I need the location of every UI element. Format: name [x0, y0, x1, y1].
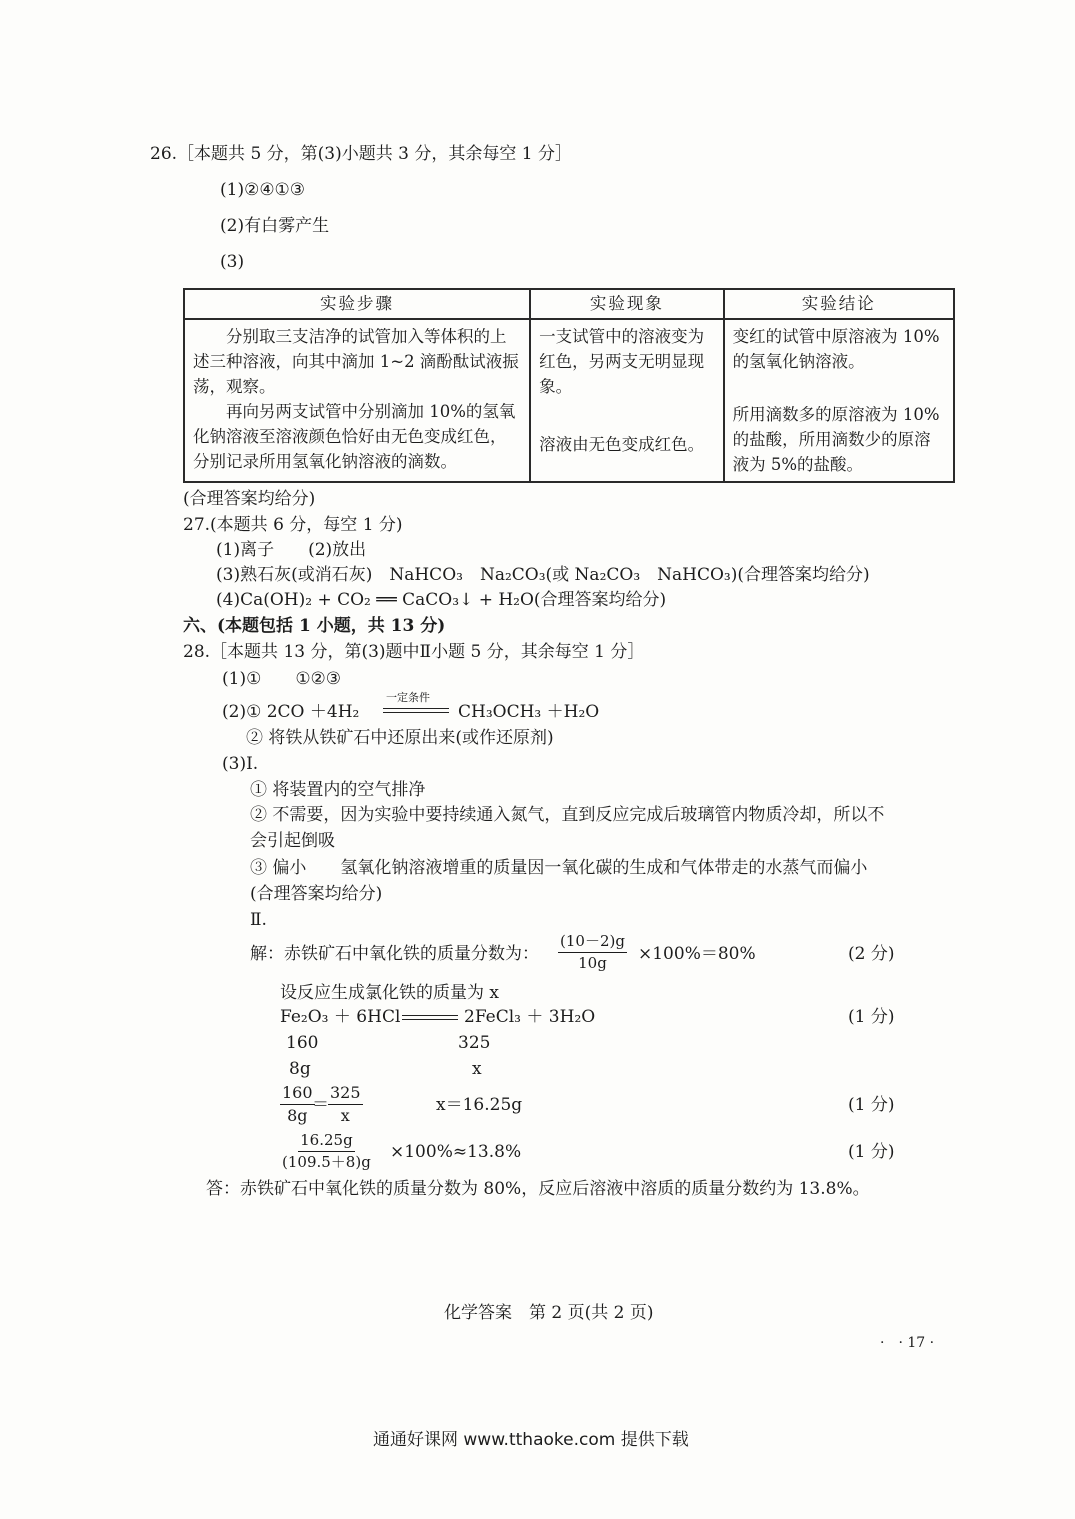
solution-suffix: ×100%＝80% [638, 944, 756, 964]
phenomena-cell [530, 319, 724, 482]
let-x: 设反应生成氯化铁的质量为 x [280, 983, 499, 1003]
score-x: (1 分) [848, 1095, 895, 1115]
q26-answer-2: (2)有白雾产生 [220, 216, 330, 236]
conclusions-cell [724, 319, 954, 482]
q27-header: 27.(本题共 6 分，每空 1 分) [183, 515, 403, 535]
table-header-row [184, 289, 954, 319]
col-header-steps: 实验步骤 [184, 289, 530, 319]
ratio-num-1: 160 [280, 1085, 315, 1105]
solution-fraction [558, 934, 627, 971]
equation-left: Fe₂O₃ ＋ 6HCl [280, 1007, 401, 1027]
score-percent: (1 分) [848, 1142, 895, 1162]
percent-suffix: ×100%≈13.8% [390, 1142, 522, 1162]
equation-equals-top [402, 1015, 458, 1016]
q28-header: 28.［本题共 13 分，第(3)题中Ⅱ小题 5 分，其余每空 1 分］ [183, 642, 645, 662]
section-6-title: 六、(本题包括 1 小题，共 13 分) [183, 616, 446, 636]
q27-line-3: (4)Ca(OH)₂ + CO₂ ══ CaCO₃↓ + H₂O(合理答案均给分) [216, 590, 667, 610]
ratio-fraction-2 [328, 1085, 363, 1124]
step-1: 分别取三支洁净的试管加入等体积的上述三种溶液，向其中滴加 1~2 滴酚酞试液振荡，观察。 [193, 327, 519, 396]
experiment-table [183, 288, 955, 483]
mass-x: x [472, 1059, 482, 1079]
solution-prefix: 解：赤铁矿石中氧化铁的质量分数为： [250, 944, 539, 964]
ratio-den-2: x [340, 1106, 350, 1125]
q26-header: 26.［本题共 5 分，第(3)小题共 3 分，其余每空 1 分］ [150, 144, 572, 164]
score-2: (2 分) [848, 944, 895, 964]
molar-mass-160: 160 [286, 1033, 319, 1053]
q28-part1-note: (合理答案均给分) [250, 884, 383, 904]
q26-answer-1: (1)②④①③ [220, 180, 306, 200]
molar-mass-325: 325 [458, 1033, 491, 1053]
q27-line-1: (1)离子 (2)放出 [216, 540, 367, 560]
table-row [184, 319, 954, 482]
final-answer: 答：赤铁矿石中氧化铁的质量分数为 80%，反应后溶液中溶质的质量分数约为 13.8%。 [206, 1179, 870, 1199]
q28-part1-3: ③ 偏小 氢氧化钠溶液增重的质量因一氧化碳的生成和气体带走的水蒸气而偏小 [250, 858, 868, 878]
phenomenon-1: 一支试管中的溶液变为红色，另两支无明显现象。 [539, 327, 705, 396]
q28-answer-1: (1)① ①②③ [222, 669, 342, 689]
equals-sign-bottom [383, 712, 449, 713]
conclusion-2: 所用滴数多的原溶液为 10%的盐酸，所用滴数少的原溶液为 5%的盐酸。 [732, 405, 940, 474]
col-header-phenomena: 实验现象 [530, 289, 724, 319]
ratio-num-2: 325 [328, 1085, 363, 1105]
q28-answer-2-2: ② 将铁从铁矿石中还原出来(或作还原剂) [246, 728, 554, 748]
steps-cell [184, 319, 530, 482]
page-label: 化学答案 第 2 页(共 2 页) [444, 1303, 654, 1323]
ratio-den-1: 8g [287, 1106, 308, 1125]
step-2: 再向另两支试管中分别滴加 10%的氢氧化钠溶液至溶液颜色恰好由无色变成红色，分别记录所用氢氧化钠溶液的滴数。 [193, 402, 516, 471]
mass-8g: 8g [289, 1059, 311, 1079]
q28-part1-1: ① 将装置内的空气排净 [250, 780, 426, 800]
score-equation: (1 分) [848, 1007, 895, 1027]
equation-equals-bottom [402, 1019, 458, 1020]
solution-fraction-num: (10－2)g [558, 934, 627, 953]
q26-note: (合理答案均给分) [183, 489, 316, 509]
ratio-equals: ＝ [312, 1095, 329, 1115]
reaction-condition: 一定条件 [386, 691, 430, 704]
q28-part1-2a: ② 不需要，因为实验中要持续通入氮气，直到反应完成后玻璃管内物质冷却，所以不 [250, 805, 885, 825]
q27-line-2: (3)熟石灰(或消石灰) NaHCO₃ Na₂CO₃(或 Na₂CO₃ NaHCO₃)(合理答案均给分) [216, 565, 870, 585]
download-notice: 通通好课网 www.tthaoke.com 提供下载 [373, 1430, 689, 1450]
percent-fraction [282, 1133, 371, 1170]
percent-num: 16.25g [298, 1133, 355, 1152]
col-header-conclusions: 实验结论 [724, 289, 954, 319]
q28-answer-2-suffix: CH₃OCH₃ ＋H₂O [458, 702, 600, 722]
q26-answer-3: (3) [220, 252, 245, 272]
ratio-fraction-1 [280, 1085, 315, 1124]
q28-part1-title: (3)Ⅰ. [222, 754, 259, 774]
phenomenon-2: 溶液由无色变成红色。 [539, 435, 705, 454]
equals-sign-top [383, 708, 449, 709]
q28-part2-title: Ⅱ. [250, 910, 267, 930]
percent-den: (109.5＋8)g [282, 1153, 371, 1171]
q28-part1-2b: 会引起倒吸 [250, 831, 335, 851]
page-number: · · 17 · [880, 1335, 935, 1351]
solution-fraction-den: 10g [578, 954, 607, 972]
equation-right: 2FeCl₃ ＋ 3H₂O [464, 1007, 596, 1027]
x-value: x＝16.25g [436, 1095, 523, 1115]
q28-answer-2-prefix: (2)① 2CO ＋4H₂ [222, 702, 360, 722]
conclusion-1: 变红的试管中原溶液为 10%的氢氧化钠溶液。 [732, 327, 940, 371]
